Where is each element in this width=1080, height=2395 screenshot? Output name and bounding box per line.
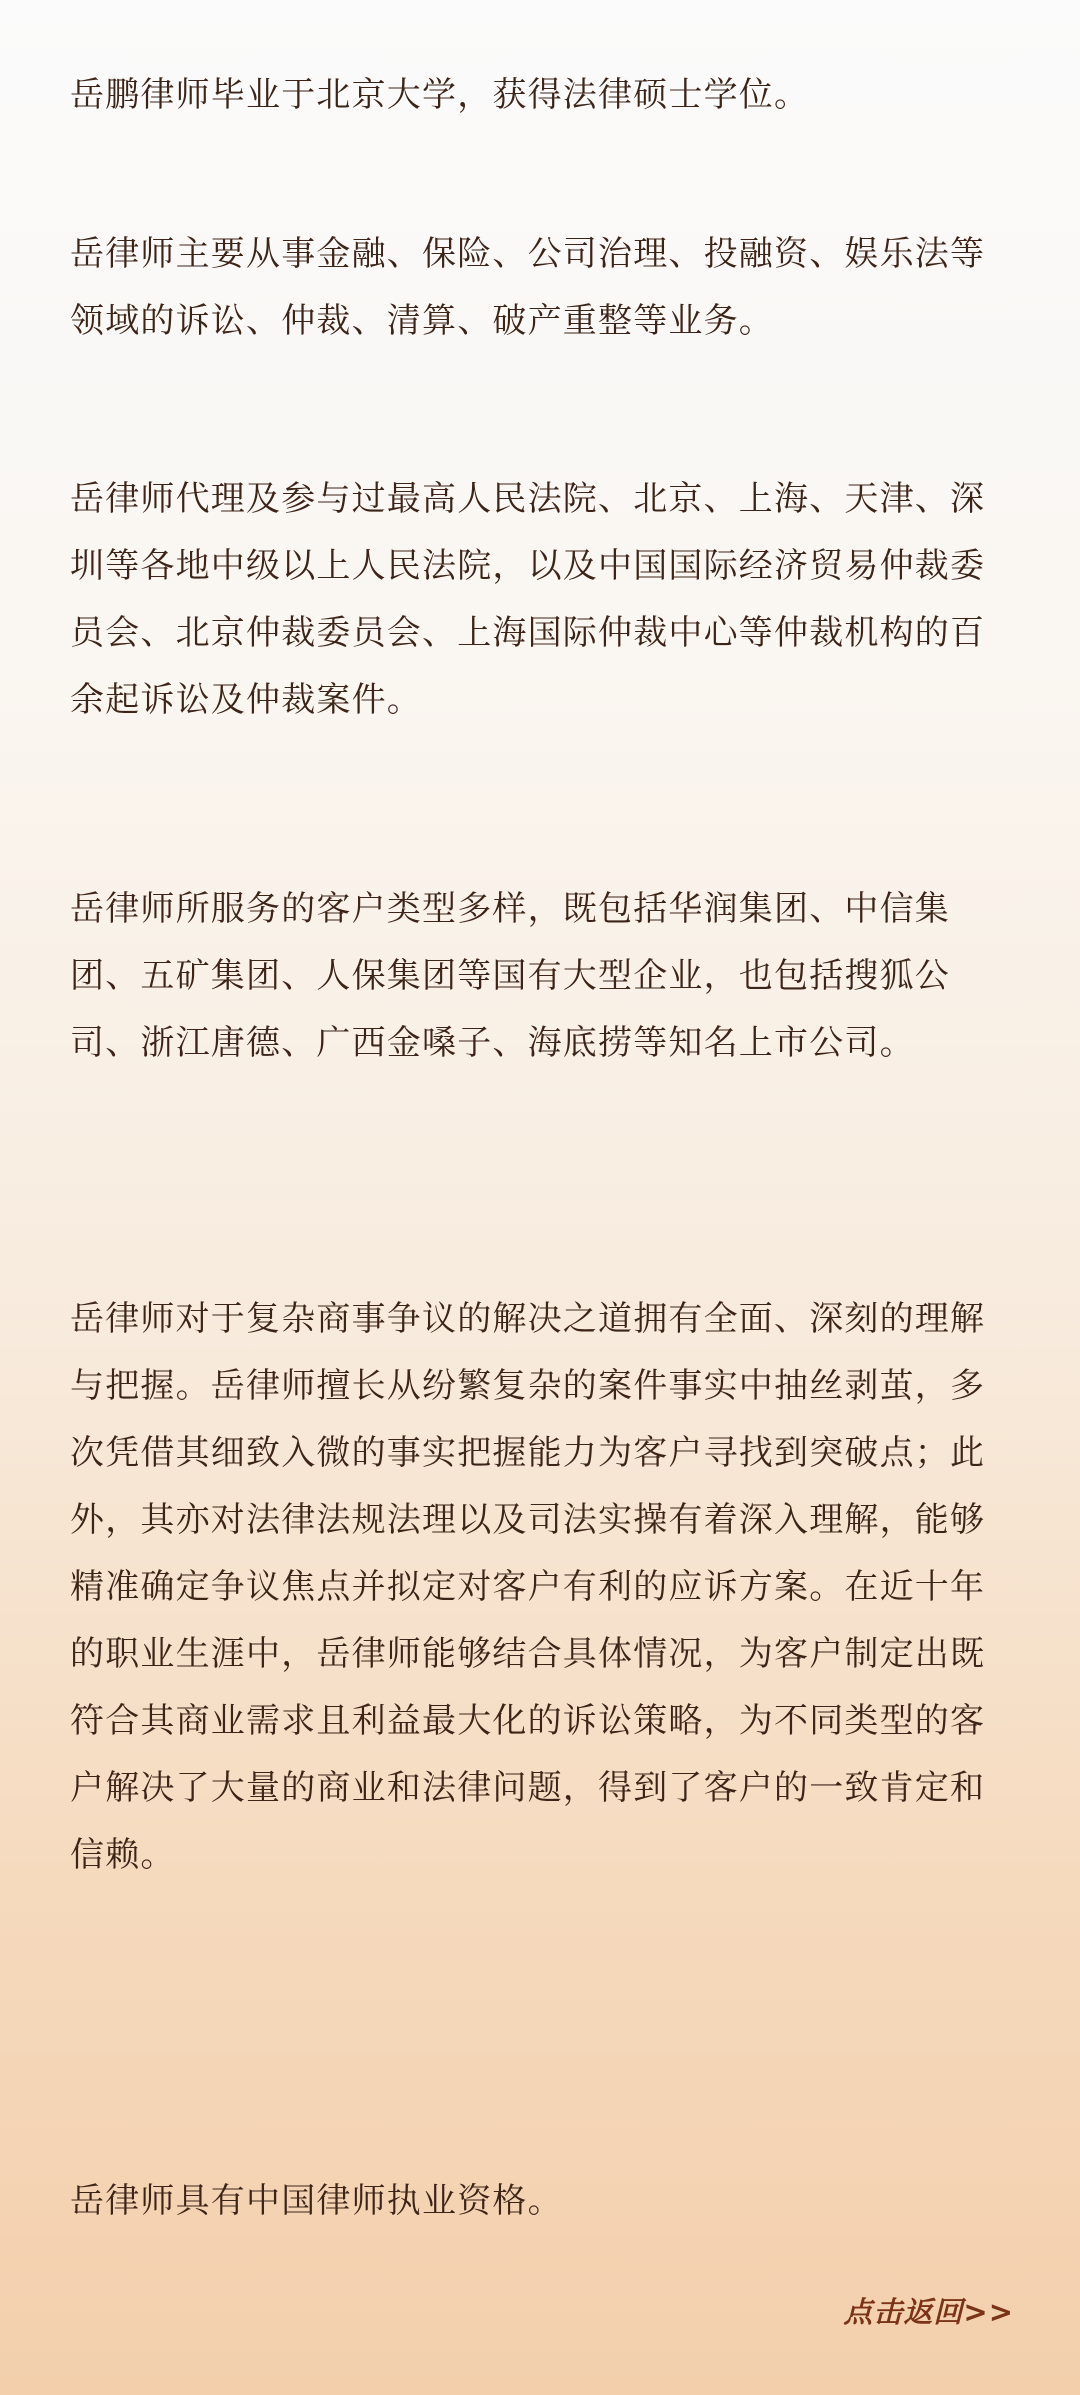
bio-paragraph-qualification: 岳律师具有中国律师执业资格。 [70,2181,563,2221]
back-link[interactable]: 点击返回>> [843,2295,1014,2329]
bio-paragraph-clients: 岳律师所服务的客户类型多样，既包括华润集团、中信集团、五矿集团、人保集团等国有大型企业，也包括搜狐公司、浙江唐德、广西金嗓子、海底捞等知名上市公司。 [70,889,950,1063]
bio-paragraph-expertise: 岳律师对于复杂商事争议的解决之道拥有全面、深刻的理解与把握。岳律师擅长从纷繁复杂的案件事实中抽丝剥茧，多次凭借其细致入微的事实把握能力为客户寻找到突破点；此外，其亦对法律法规法理以及司法实操有着深入理解，能够精准确定争议焦点并拟定对客户有利的应诉方案。在近十年的职业生涯中，岳律师能够结合具体情况，为客户制定出既符合其商业需求且利益最大化的诉讼策略，为不同类型的客户解决了大量的商业和法律问题，得到了客户的一致肯定和信赖。 [70,1299,986,1875]
bio-paragraph-education: 岳鹏律师毕业于北京大学，获得法律硕士学位。 [70,75,810,115]
bio-paragraph-case-experience: 岳律师代理及参与过最高人民法院、北京、上海、天津、深圳等各地中级以上人民法院，以及中国国际经济贸易仲裁委员会、北京仲裁委员会、上海国际仲裁中心等仲裁机构的百余起诉讼及仲裁案件。 [70,479,986,720]
bio-paragraph-practice-areas: 岳律师主要从事金融、保险、公司治理、投融资、娱乐法等领域的诉讼、仲裁、清算、破产重整等业务。 [70,234,986,341]
